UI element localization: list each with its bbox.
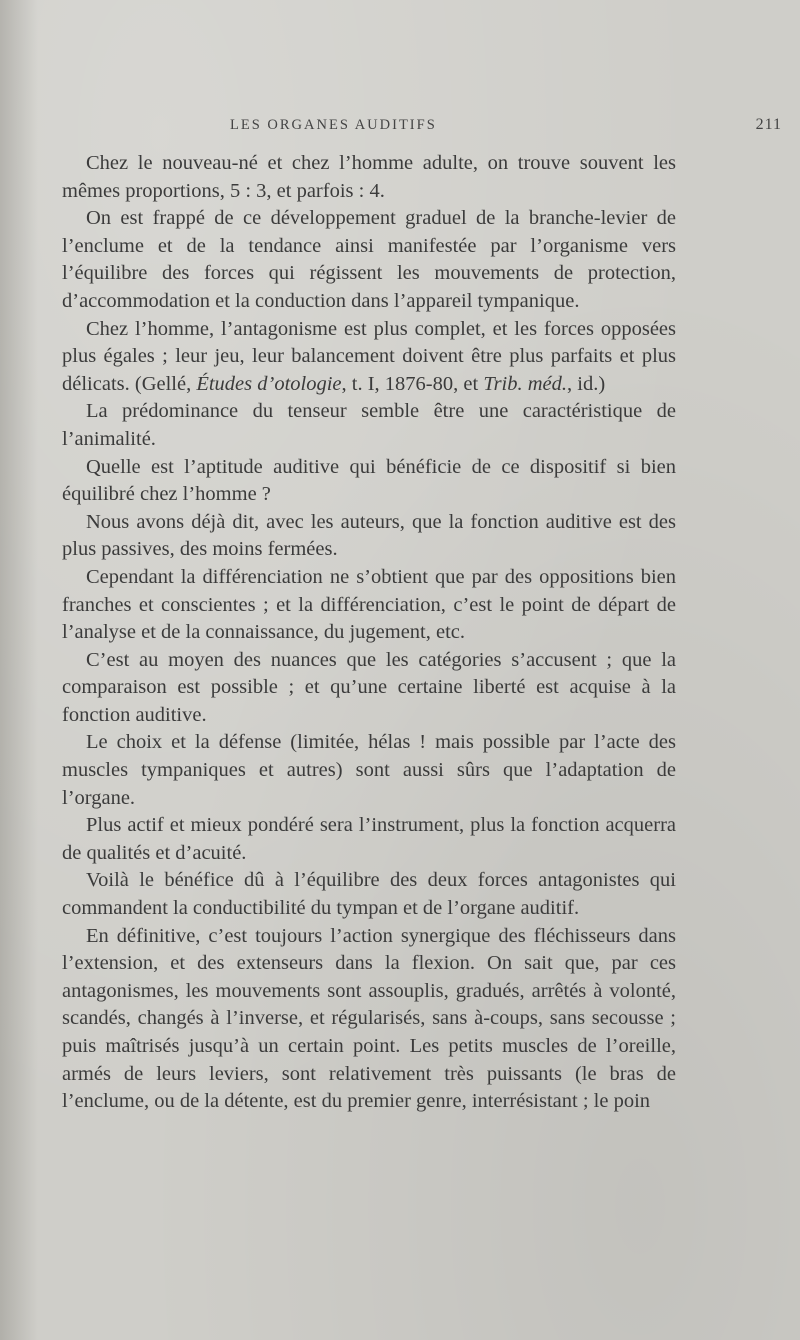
page-number: 211: [755, 116, 782, 133]
citation-text-before: Chez l’homme, l’antagonisme est plus complet, et les forces opposées plus égales ; leur jeu, leur balancement doivent être plus parfaits et plus délicats. (Gellé,: [62, 317, 676, 395]
paragraph: Voilà le bénéfice dû à l’équilibre des deux forces antagonistes qui commandent la conductibilité du tympan et de l’organe auditif.: [62, 869, 676, 920]
paragraph-with-citation: [62, 316, 676, 399]
paragraph: Quelle est l’aptitude auditive qui bénéficie de ce dispositif si bien équilibré chez l’homme ?: [62, 455, 676, 506]
paragraph: Chez le nouveau-né et chez l’homme adulte, on trouve souvent les mêmes proportions, 5 : 3, et parfois : 4.: [62, 152, 676, 202]
paragraph: C’est au moyen des nuances que les catégories s’accusent ; que la comparaison est possible ; et qu’une certaine liberté est acquise à la fonction auditive.: [62, 648, 676, 726]
paragraph: On est frappé de ce développement graduel de la branche-levier de l’enclume et de la tendance ainsi manifestée par l’organisme vers l’équilibre des forces qui régissent les mouvements de protection, d’accommodation et la conduction dans l’appareil tympanique.: [62, 207, 676, 312]
paragraph: En définitive, c’est toujours l’action synergique des fléchisseurs dans l’extension, et des extenseurs dans la flexion. On sait que, par ces antagonismes, les mouvements sont assouplis, gradués, arrêtés à volonté, scandés, changés à l’inverse, et régularisés, sans à-coups, sans secousse ; puis maîtrisés jusqu’à un certain point. Les petits muscles de l’oreille, armés de leurs leviers, sont relativement très puissants (le bras de l’enclume, ou de la détente, est du premier genre, interrésistant ; le poin: [62, 924, 676, 1113]
paragraph: Plus actif et mieux pondéré sera l’instrument, plus la fonction acquerra de qualités et d’acuité.: [62, 814, 676, 864]
citation-text-after: , id.): [567, 372, 606, 395]
paragraph: Nous avons déjà dit, avec les auteurs, que la fonction auditive est des plus passives, des moins fermées.: [62, 510, 676, 561]
page-shadow-edge: [0, 0, 38, 1340]
body-text: [62, 150, 676, 1116]
paragraph: Le choix et la défense (limitée, hélas ! mais possible par l’acte des muscles tympaniques et autres) sont aussi sûrs que l’adaptation de l’organe.: [62, 731, 676, 809]
citation-title: Études d’otologie: [196, 372, 342, 395]
citation-journal: Trib. méd.: [483, 372, 568, 395]
citation-text-middle: , t. I, 1876-80, et: [341, 372, 484, 395]
paragraph: La prédominance du tenseur semble être une caractéristique de l’animalité.: [62, 400, 676, 450]
running-title: LES ORGANES AUDITIFS: [230, 117, 437, 133]
paragraph: Cependant la différenciation ne s’obtient que par des oppositions bien franches et conscientes ; et la différenciation, c’est le point de départ de l’analyse et de la connaissance, du jugement, etc.: [62, 565, 676, 644]
